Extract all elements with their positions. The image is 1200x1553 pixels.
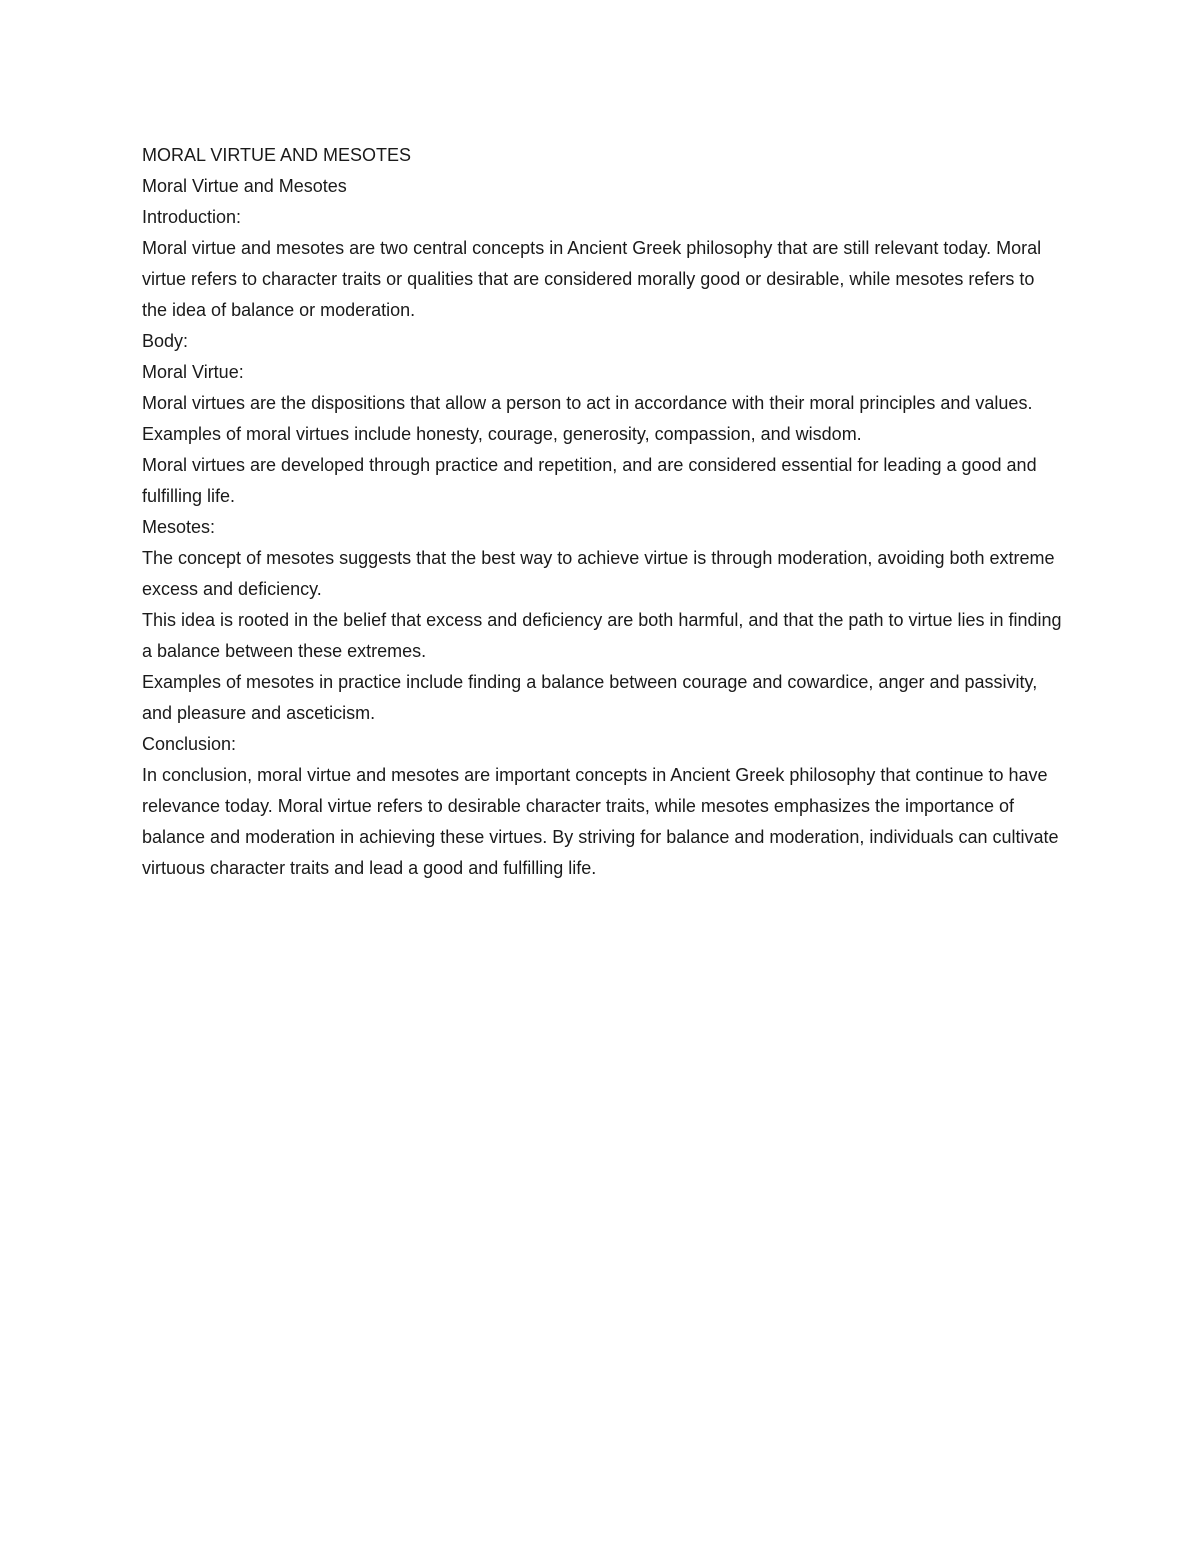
document-subtitle: Moral Virtue and Mesotes [142,176,347,196]
moral-virtue-heading: Moral Virtue: [142,362,244,382]
introduction-heading: Introduction: [142,207,242,227]
body-heading: Body: [142,331,189,351]
mesotes-paragraph: This idea is rooted in the belief that excess and deficiency are both harmful, and that the path to virtue lies in finding a balance between these extremes. [142,610,1062,661]
mesotes-paragraph: Examples of mesotes in practice include finding a balance between courage and cowardice, anger and passivity, and pleasure and asceticism. [142,672,1038,723]
moral-virtue-paragraph: Moral virtues are the dispositions that allow a person to act in accordance with their moral principles and values. [142,393,1033,413]
document-body [142,140,1062,884]
conclusion-paragraph: In conclusion, moral virtue and mesotes are important concepts in Ancient Greek philosophy that continue to have relevance today. Moral virtue refers to desirable character traits, while mesotes emphasizes the importance of balance and moderation in achieving these virtues. By striving for balance and moderation, individuals can cultivate virtuous character traits and lead a good and fulfilling life. [142,765,1059,878]
moral-virtue-paragraph: Examples of moral virtues include honesty, courage, generosity, compassion, and wisdom. [142,424,862,444]
mesotes-paragraph: The concept of mesotes suggests that the best way to achieve virtue is through moderation, avoiding both extreme excess and deficiency. [142,548,1055,599]
introduction-paragraph: Moral virtue and mesotes are two central concepts in Ancient Greek philosophy that are still relevant today. Moral virtue refers to character traits or qualities that are considered morally good or desirable, while mesotes refers to the idea of balance or moderation. [142,238,1042,320]
document-title: MORAL VIRTUE AND MESOTES [142,145,412,165]
mesotes-heading: Mesotes: [142,517,216,537]
conclusion-heading: Conclusion: [142,734,237,754]
moral-virtue-paragraph: Moral virtues are developed through practice and repetition, and are considered essential for leading a good and fulfilling life. [142,455,1037,506]
